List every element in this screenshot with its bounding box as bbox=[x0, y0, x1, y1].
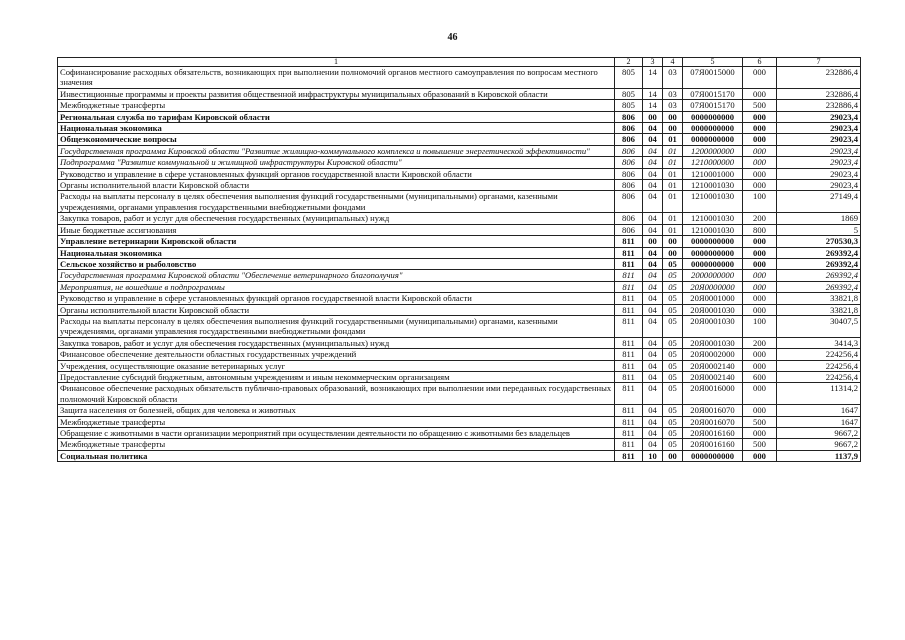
row-description: Софинансирование расходных обязательств, возникающих при выполнении полномочий органов местного самоуправления по вопросам местного значения bbox=[58, 67, 615, 89]
row-description: Финансовое обеспечение расходных обязательств публично-правовых образований, возникающих при выполнении ими переданных государственных полномочий Кировской области bbox=[58, 383, 615, 405]
row-subsection-code: 05 bbox=[663, 293, 683, 304]
row-description: Национальная экономика bbox=[58, 123, 615, 134]
row-subsection-code: 03 bbox=[663, 100, 683, 111]
row-section-code: 04 bbox=[643, 168, 663, 179]
table-row bbox=[58, 371, 861, 382]
table-row bbox=[58, 439, 861, 450]
row-target-article: 07Я0015170 bbox=[683, 100, 743, 111]
table-row bbox=[58, 67, 861, 89]
table-row bbox=[58, 349, 861, 360]
row-target-article: 20Я0016160 bbox=[683, 428, 743, 439]
row-description: Финансовое обеспечение деятельности областных государственных учреждений bbox=[58, 349, 615, 360]
row-expense-type: 100 bbox=[743, 191, 777, 213]
row-amount: 30407,5 bbox=[777, 315, 861, 337]
row-expense-type: 000 bbox=[743, 270, 777, 281]
row-amount: 1647 bbox=[777, 416, 861, 427]
row-target-article: 0000000000 bbox=[683, 450, 743, 461]
row-ministry-code: 811 bbox=[615, 405, 643, 416]
row-section-code: 04 bbox=[643, 360, 663, 371]
table-row bbox=[58, 258, 861, 269]
row-expense-type: 800 bbox=[743, 224, 777, 235]
row-amount: 1869 bbox=[777, 213, 861, 224]
table-row bbox=[58, 111, 861, 122]
row-expense-type: 000 bbox=[743, 145, 777, 156]
column-header-6: 6 bbox=[743, 58, 777, 67]
row-subsection-code: 03 bbox=[663, 67, 683, 89]
row-amount: 9667,2 bbox=[777, 439, 861, 450]
row-expense-type: 100 bbox=[743, 315, 777, 337]
row-ministry-code: 811 bbox=[615, 428, 643, 439]
row-description: Сельское хозяйство и рыболовство bbox=[58, 258, 615, 269]
table-row bbox=[58, 247, 861, 258]
row-ministry-code: 811 bbox=[615, 236, 643, 247]
row-expense-type: 000 bbox=[743, 304, 777, 315]
row-description: Закупка товаров, работ и услуг для обеспечения государственных (муниципальных) нужд bbox=[58, 213, 615, 224]
row-ministry-code: 811 bbox=[615, 247, 643, 258]
row-subsection-code: 01 bbox=[663, 224, 683, 235]
row-expense-type: 000 bbox=[743, 67, 777, 89]
row-expense-type: 000 bbox=[743, 134, 777, 145]
row-expense-type: 000 bbox=[743, 111, 777, 122]
row-description: Иные бюджетные ассигнования bbox=[58, 224, 615, 235]
row-description: Мероприятия, не вошедшие в подпрограммы bbox=[58, 281, 615, 292]
row-section-code: 04 bbox=[643, 416, 663, 427]
row-subsection-code: 05 bbox=[663, 337, 683, 348]
row-amount: 270530,3 bbox=[777, 236, 861, 247]
row-expense-type: 000 bbox=[743, 236, 777, 247]
row-expense-type: 000 bbox=[743, 360, 777, 371]
row-expense-type: 000 bbox=[743, 281, 777, 292]
table-row bbox=[58, 213, 861, 224]
column-header-3: 3 bbox=[643, 58, 663, 67]
row-expense-type: 000 bbox=[743, 123, 777, 134]
table-row bbox=[58, 450, 861, 461]
row-section-code: 04 bbox=[643, 371, 663, 382]
row-amount: 269392,4 bbox=[777, 247, 861, 258]
row-ministry-code: 805 bbox=[615, 67, 643, 89]
row-amount: 9667,2 bbox=[777, 428, 861, 439]
row-amount: 232886,4 bbox=[777, 100, 861, 111]
row-section-code: 04 bbox=[643, 180, 663, 191]
row-amount: 3414,3 bbox=[777, 337, 861, 348]
row-section-code: 04 bbox=[643, 213, 663, 224]
column-header-5: 5 bbox=[683, 58, 743, 67]
row-amount: 269392,4 bbox=[777, 270, 861, 281]
row-expense-type: 000 bbox=[743, 349, 777, 360]
row-description: Защита населения от болезней, общих для человека и животных bbox=[58, 405, 615, 416]
table-row bbox=[58, 191, 861, 213]
table-row bbox=[58, 88, 861, 99]
row-description: Руководство и управление в сфере установленных функций органов государственной власти Кировской области bbox=[58, 293, 615, 304]
row-target-article: 20Я0002140 bbox=[683, 371, 743, 382]
row-amount: 232886,4 bbox=[777, 67, 861, 89]
row-subsection-code: 00 bbox=[663, 247, 683, 258]
row-section-code: 04 bbox=[643, 293, 663, 304]
table-row bbox=[58, 224, 861, 235]
row-target-article: 2000000000 bbox=[683, 270, 743, 281]
row-subsection-code: 05 bbox=[663, 349, 683, 360]
row-ministry-code: 811 bbox=[615, 439, 643, 450]
row-amount: 11314,2 bbox=[777, 383, 861, 405]
row-subsection-code: 00 bbox=[663, 111, 683, 122]
row-amount: 1137,9 bbox=[777, 450, 861, 461]
row-ministry-code: 806 bbox=[615, 123, 643, 134]
row-ministry-code: 806 bbox=[615, 191, 643, 213]
row-subsection-code: 05 bbox=[663, 315, 683, 337]
row-amount: 33821,8 bbox=[777, 304, 861, 315]
row-expense-type: 000 bbox=[743, 405, 777, 416]
row-expense-type: 000 bbox=[743, 180, 777, 191]
row-subsection-code: 01 bbox=[663, 157, 683, 168]
row-expense-type: 000 bbox=[743, 383, 777, 405]
row-amount: 232886,4 bbox=[777, 88, 861, 99]
row-description: Обращение с животными в части организации мероприятий при осуществлении деятельности по обращению с животными без владельцев bbox=[58, 428, 615, 439]
row-ministry-code: 811 bbox=[615, 258, 643, 269]
row-section-code: 04 bbox=[643, 134, 663, 145]
row-expense-type: 500 bbox=[743, 439, 777, 450]
row-description: Органы исполнительной власти Кировской области bbox=[58, 180, 615, 191]
row-target-article: 20Я0016000 bbox=[683, 383, 743, 405]
table-row bbox=[58, 123, 861, 134]
row-target-article: 0000000000 bbox=[683, 258, 743, 269]
row-section-code: 04 bbox=[643, 224, 663, 235]
row-ministry-code: 811 bbox=[615, 337, 643, 348]
row-target-article: 20Я0001000 bbox=[683, 293, 743, 304]
row-section-code: 04 bbox=[643, 191, 663, 213]
row-target-article: 0000000000 bbox=[683, 134, 743, 145]
row-subsection-code: 00 bbox=[663, 450, 683, 461]
row-expense-type: 000 bbox=[743, 450, 777, 461]
row-target-article: 07Я0015170 bbox=[683, 88, 743, 99]
row-description: Государственная программа Кировской области "Обеспечение ветеринарного благополучия" bbox=[58, 270, 615, 281]
row-description: Инвестиционные программы и проекты развития общественной инфраструктуры муниципальных образований в Кировской области bbox=[58, 88, 615, 99]
column-header-4: 4 bbox=[663, 58, 683, 67]
row-section-code: 04 bbox=[643, 349, 663, 360]
row-description: Социальная политика bbox=[58, 450, 615, 461]
row-target-article: 1210001000 bbox=[683, 168, 743, 179]
row-target-article: 20Я0016070 bbox=[683, 405, 743, 416]
row-ministry-code: 811 bbox=[615, 383, 643, 405]
row-subsection-code: 00 bbox=[663, 123, 683, 134]
row-description: Подпрограмма "Развитие коммунальной и жилищной инфраструктуры Кировской области" bbox=[58, 157, 615, 168]
row-amount: 29023,4 bbox=[777, 180, 861, 191]
table-row bbox=[58, 416, 861, 427]
row-section-code: 04 bbox=[643, 337, 663, 348]
row-description: Расходы на выплаты персоналу в целях обеспечения выполнения функций государственными (муниципальными) органами, казенными учреждениями, органами управления государственными внебюджетными фондами bbox=[58, 315, 615, 337]
table-row bbox=[58, 270, 861, 281]
row-target-article: 0000000000 bbox=[683, 247, 743, 258]
table-row bbox=[58, 304, 861, 315]
row-target-article: 20Я0002140 bbox=[683, 360, 743, 371]
row-expense-type: 000 bbox=[743, 168, 777, 179]
row-expense-type: 000 bbox=[743, 293, 777, 304]
row-ministry-code: 811 bbox=[615, 304, 643, 315]
row-section-code: 04 bbox=[643, 247, 663, 258]
table-row bbox=[58, 236, 861, 247]
row-ministry-code: 811 bbox=[615, 281, 643, 292]
row-ministry-code: 805 bbox=[615, 88, 643, 99]
row-expense-type: 200 bbox=[743, 337, 777, 348]
row-expense-type: 000 bbox=[743, 428, 777, 439]
column-header-2: 2 bbox=[615, 58, 643, 67]
row-amount: 224256,4 bbox=[777, 371, 861, 382]
row-amount: 33821,8 bbox=[777, 293, 861, 304]
row-amount: 29023,4 bbox=[777, 145, 861, 156]
row-section-code: 10 bbox=[643, 450, 663, 461]
row-description: Межбюджетные трансферты bbox=[58, 416, 615, 427]
row-subsection-code: 01 bbox=[663, 168, 683, 179]
row-subsection-code: 01 bbox=[663, 134, 683, 145]
row-expense-type: 000 bbox=[743, 157, 777, 168]
row-section-code: 04 bbox=[643, 145, 663, 156]
column-header-7: 7 bbox=[777, 58, 861, 67]
row-expense-type: 000 bbox=[743, 258, 777, 269]
row-section-code: 00 bbox=[643, 111, 663, 122]
row-description: Учреждения, осуществляющие оказание ветеринарных услуг bbox=[58, 360, 615, 371]
row-ministry-code: 806 bbox=[615, 168, 643, 179]
row-subsection-code: 05 bbox=[663, 439, 683, 450]
row-subsection-code: 05 bbox=[663, 383, 683, 405]
table-row bbox=[58, 100, 861, 111]
row-description: Национальная экономика bbox=[58, 247, 615, 258]
row-amount: 29023,4 bbox=[777, 157, 861, 168]
row-target-article: 20Я0001030 bbox=[683, 337, 743, 348]
row-amount: 224256,4 bbox=[777, 360, 861, 371]
row-ministry-code: 811 bbox=[615, 293, 643, 304]
row-description: Управление ветеринарии Кировской области bbox=[58, 236, 615, 247]
table-row bbox=[58, 293, 861, 304]
row-subsection-code: 05 bbox=[663, 281, 683, 292]
row-description: Государственная программа Кировской области "Развитие жилищно-коммунального комплекса и повышение энергетической эффективности" bbox=[58, 145, 615, 156]
row-target-article: 20Я0001030 bbox=[683, 315, 743, 337]
row-target-article: 20Я0000000 bbox=[683, 281, 743, 292]
budget-table bbox=[57, 57, 861, 462]
row-amount: 29023,4 bbox=[777, 111, 861, 122]
row-section-code: 14 bbox=[643, 88, 663, 99]
row-section-code: 04 bbox=[643, 270, 663, 281]
table-row bbox=[58, 383, 861, 405]
table-body bbox=[58, 67, 861, 462]
row-amount: 29023,4 bbox=[777, 134, 861, 145]
column-header-1: 1 bbox=[58, 58, 615, 67]
row-target-article: 0000000000 bbox=[683, 111, 743, 122]
row-expense-type: 500 bbox=[743, 416, 777, 427]
table-row bbox=[58, 315, 861, 337]
row-ministry-code: 805 bbox=[615, 100, 643, 111]
row-target-article: 07Я0015000 bbox=[683, 67, 743, 89]
table-row bbox=[58, 428, 861, 439]
row-expense-type: 000 bbox=[743, 88, 777, 99]
row-amount: 5 bbox=[777, 224, 861, 235]
row-section-code: 04 bbox=[643, 405, 663, 416]
row-target-article: 20Я0001030 bbox=[683, 304, 743, 315]
row-target-article: 1210001030 bbox=[683, 180, 743, 191]
row-subsection-code: 05 bbox=[663, 304, 683, 315]
row-section-code: 04 bbox=[643, 157, 663, 168]
row-expense-type: 600 bbox=[743, 371, 777, 382]
table-row bbox=[58, 134, 861, 145]
row-section-code: 04 bbox=[643, 315, 663, 337]
row-description: Предоставление субсидий бюджетным, автономным учреждениям и иным некоммерческим организациям bbox=[58, 371, 615, 382]
row-subsection-code: 05 bbox=[663, 428, 683, 439]
row-description: Региональная служба по тарифам Кировской области bbox=[58, 111, 615, 122]
row-subsection-code: 01 bbox=[663, 145, 683, 156]
row-target-article: 1210000000 bbox=[683, 157, 743, 168]
row-target-article: 0000000000 bbox=[683, 123, 743, 134]
row-expense-type: 500 bbox=[743, 100, 777, 111]
row-ministry-code: 811 bbox=[615, 315, 643, 337]
row-section-code: 14 bbox=[643, 67, 663, 89]
row-ministry-code: 811 bbox=[615, 360, 643, 371]
table-row bbox=[58, 405, 861, 416]
row-ministry-code: 806 bbox=[615, 111, 643, 122]
row-description: Закупка товаров, работ и услуг для обеспечения государственных (муниципальных) нужд bbox=[58, 337, 615, 348]
row-ministry-code: 806 bbox=[615, 213, 643, 224]
table-row bbox=[58, 337, 861, 348]
row-subsection-code: 05 bbox=[663, 371, 683, 382]
row-subsection-code: 05 bbox=[663, 258, 683, 269]
row-ministry-code: 811 bbox=[615, 416, 643, 427]
row-ministry-code: 806 bbox=[615, 224, 643, 235]
row-expense-type: 000 bbox=[743, 247, 777, 258]
row-section-code: 04 bbox=[643, 304, 663, 315]
row-section-code: 04 bbox=[643, 258, 663, 269]
row-subsection-code: 05 bbox=[663, 360, 683, 371]
row-amount: 29023,4 bbox=[777, 168, 861, 179]
row-amount: 29023,4 bbox=[777, 123, 861, 134]
row-ministry-code: 806 bbox=[615, 180, 643, 191]
row-amount: 27149,4 bbox=[777, 191, 861, 213]
row-section-code: 04 bbox=[643, 439, 663, 450]
row-section-code: 14 bbox=[643, 100, 663, 111]
page-number: 46 bbox=[447, 32, 458, 43]
row-section-code: 04 bbox=[643, 281, 663, 292]
row-description: Расходы на выплаты персоналу в целях обеспечения выполнения функций государственными (муниципальными) органами, казенными учреждениями, органами управления государственными внебюджетными фондами bbox=[58, 191, 615, 213]
row-section-code: 04 bbox=[643, 123, 663, 134]
row-ministry-code: 811 bbox=[615, 349, 643, 360]
row-target-article: 20Я0016160 bbox=[683, 439, 743, 450]
row-target-article: 0000000000 bbox=[683, 236, 743, 247]
row-description: Общеэкономические вопросы bbox=[58, 134, 615, 145]
row-ministry-code: 811 bbox=[615, 270, 643, 281]
row-ministry-code: 811 bbox=[615, 371, 643, 382]
row-amount: 269392,4 bbox=[777, 281, 861, 292]
table-row bbox=[58, 180, 861, 191]
row-ministry-code: 806 bbox=[615, 145, 643, 156]
row-subsection-code: 01 bbox=[663, 180, 683, 191]
row-target-article: 20Я0002000 bbox=[683, 349, 743, 360]
row-target-article: 1210001030 bbox=[683, 191, 743, 213]
row-ministry-code: 811 bbox=[615, 450, 643, 461]
row-target-article: 1210001030 bbox=[683, 224, 743, 235]
row-ministry-code: 806 bbox=[615, 134, 643, 145]
row-description: Руководство и управление в сфере установленных функций органов государственной власти Кировской области bbox=[58, 168, 615, 179]
row-description: Межбюджетные трансферты bbox=[58, 100, 615, 111]
table-row bbox=[58, 157, 861, 168]
table-row bbox=[58, 281, 861, 292]
row-expense-type: 200 bbox=[743, 213, 777, 224]
row-target-article: 1210001030 bbox=[683, 213, 743, 224]
row-target-article: 1200000000 bbox=[683, 145, 743, 156]
row-subsection-code: 01 bbox=[663, 191, 683, 213]
row-amount: 224256,4 bbox=[777, 349, 861, 360]
row-subsection-code: 05 bbox=[663, 405, 683, 416]
row-ministry-code: 806 bbox=[615, 157, 643, 168]
table-row bbox=[58, 360, 861, 371]
row-section-code: 00 bbox=[643, 236, 663, 247]
row-subsection-code: 03 bbox=[663, 88, 683, 99]
row-subsection-code: 05 bbox=[663, 270, 683, 281]
table-row bbox=[58, 145, 861, 156]
row-amount: 1647 bbox=[777, 405, 861, 416]
row-subsection-code: 00 bbox=[663, 236, 683, 247]
table-header-row bbox=[58, 58, 861, 67]
row-section-code: 04 bbox=[643, 428, 663, 439]
row-subsection-code: 05 bbox=[663, 416, 683, 427]
row-section-code: 04 bbox=[643, 383, 663, 405]
row-description: Органы исполнительной власти Кировской области bbox=[58, 304, 615, 315]
row-subsection-code: 01 bbox=[663, 213, 683, 224]
row-amount: 269392,4 bbox=[777, 258, 861, 269]
row-target-article: 20Я0016070 bbox=[683, 416, 743, 427]
table-row bbox=[58, 168, 861, 179]
row-description: Межбюджетные трансферты bbox=[58, 439, 615, 450]
